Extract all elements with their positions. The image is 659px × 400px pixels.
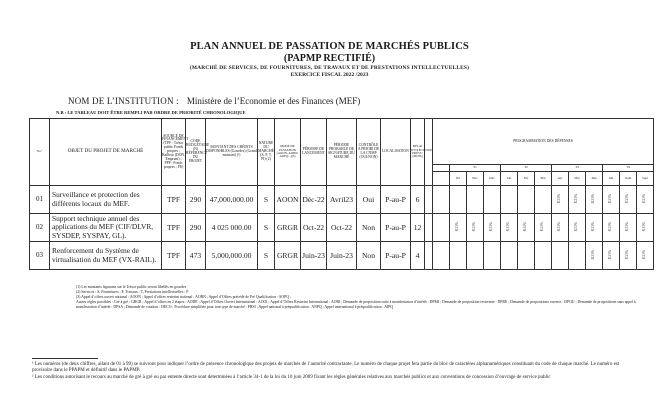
row-delai: 4 — [411, 242, 425, 270]
row-objet: Support technique annuel des applications du MEF (CIF/DLVR, SYSDEP, SYSPAY, GL). — [50, 214, 162, 242]
month-header: Avr — [552, 172, 569, 186]
month-percentage-value: 8.33% — [608, 249, 613, 260]
col-header-no: No.¹ — [30, 119, 50, 186]
row-spacer — [425, 214, 433, 242]
row-localisation: P-au-P — [381, 186, 411, 214]
month-percentage-value: 8.33% — [608, 221, 613, 232]
month-percentage — [603, 214, 620, 242]
month-header: Déc — [484, 172, 501, 186]
month-header: Sept — [637, 172, 654, 186]
row-source: TPF — [162, 242, 186, 270]
month-percentage — [535, 214, 552, 242]
institution-label: NOM DE L’INSTITUTION : — [68, 96, 179, 106]
row-source: TPF — [162, 186, 186, 214]
month-header: Nov — [467, 172, 484, 186]
row-number: 03 — [30, 242, 50, 270]
col-header-signature: PÉRIODE PROBABLE DE SIGNATURE DU MARCHÉ — [327, 119, 357, 186]
fiscal-year: EXERCICE FISCAL 2022 /2023 — [290, 72, 369, 78]
month-percentage-value: 8.33% — [591, 193, 596, 204]
month-percentage-value: 8.33% — [557, 193, 562, 204]
month-header: Mai — [569, 172, 586, 186]
month-percentage-value: 8.33% — [523, 221, 528, 232]
month-percentage-value: 8.33% — [455, 221, 460, 232]
row-nature: S — [258, 186, 275, 214]
month-percentage — [484, 186, 501, 214]
col-header-objet: OBJET DU PROJET DE MARCHÉ — [50, 119, 162, 186]
month-header: Mar — [535, 172, 552, 186]
row-mode: AOON — [275, 186, 301, 214]
month-header: Jan — [501, 172, 518, 186]
month-percentage-value: 8.33% — [642, 221, 647, 232]
month-percentage — [552, 186, 569, 214]
month-percentage — [620, 242, 637, 270]
row-code: 290 — [186, 186, 206, 214]
footnotes — [32, 362, 632, 381]
row-lancement: Déc-22 — [301, 186, 327, 214]
row-controle: Oui — [357, 186, 381, 214]
col-header-montant: MONTANT DES CRÉDITS DISPONIBLES (Gourdes) (Grand montant) (¹) — [206, 119, 258, 186]
row-mode: GRGR — [275, 242, 301, 270]
month-percentage-value: 8.33% — [642, 249, 647, 260]
legend-note: (3) Appel d’offres ouvert national : AOON ; Appel d’offres restreint national : AORN ; Appel d’Offres précédé de Pré Qualification : AOPQ ; — [76, 294, 292, 299]
quarter-t1: T1 — [450, 165, 501, 172]
row-nature: S — [258, 242, 275, 270]
month-percentage — [518, 186, 535, 214]
row-localisation: P-au-P — [381, 242, 411, 270]
month-percentage — [620, 186, 637, 214]
row-montant: 47,000,000.00 — [206, 186, 258, 214]
row-objet: Surveillance et protection des différents locaux du MEF. — [50, 186, 162, 214]
month-percentage — [586, 214, 603, 242]
month-percentage — [552, 214, 569, 242]
month-percentage — [467, 214, 484, 242]
month-percentage — [586, 242, 603, 270]
row-spacer — [433, 214, 450, 242]
row-spacer — [433, 186, 450, 214]
col-header-mode: MODE DE PASSATION (AOON, ADDN, AOPQ...)(3) — [275, 119, 301, 186]
row-signature: Juin-23 — [327, 242, 357, 270]
col-header-programmation: PROGRAMMATION DES DÉPENSES — [433, 119, 654, 165]
month-percentage — [501, 186, 518, 214]
footnote: ² Les conditions autorisant le recours au marché de gré à gré ou par entente directe sont déterminées à l’article 34-1 de la loi du 10 juin 2009 fixant les règles générales relatives aux marchés publics et aux conventions de concession d’ouvrage de service public — [32, 374, 551, 380]
month-percentage — [467, 242, 484, 270]
month-percentage-value: 8.33% — [472, 221, 477, 232]
priority-note: N.B : LE TABLEAU DOIT ÊTRE REMPLI PAR ORDRE DE PRIORITÉ CHRONOLOGIQUE — [56, 110, 246, 115]
month-percentage-value: 8.33% — [608, 193, 613, 204]
month-percentage — [450, 214, 467, 242]
document-title: PLAN ANNUEL DE PASSATION DE MARCHÉS PUBLICS — [190, 41, 469, 52]
legend-note: (1) Les montants figurants sur le Trésor public seront libellés en gourdes — [76, 285, 187, 289]
row-spacer — [425, 242, 433, 270]
month-percentage-value: 8.33% — [489, 221, 494, 232]
col-header-spacer — [425, 119, 433, 186]
row-mode: GRGR — [275, 214, 301, 242]
month-spacer — [433, 172, 450, 186]
month-percentage — [620, 214, 637, 242]
month-percentage — [484, 242, 501, 270]
month-percentage-value: 8.33% — [625, 249, 630, 260]
month-percentage-value: 8.33% — [506, 221, 511, 232]
month-header: Oct — [450, 172, 467, 186]
month-percentage — [467, 186, 484, 214]
row-code: 290 — [186, 214, 206, 242]
month-percentage — [518, 214, 535, 242]
month-percentage — [569, 186, 586, 214]
table-row — [30, 214, 654, 242]
quarter-t2: T2 — [501, 165, 552, 172]
month-percentage-value: 8.33% — [625, 193, 630, 204]
month-percentage — [501, 242, 518, 270]
col-header-lancement: PÉRIODE DE LANCEMENT — [301, 119, 327, 186]
month-percentage — [603, 186, 620, 214]
row-spacer — [425, 186, 433, 214]
month-percentage — [535, 242, 552, 270]
month-percentage — [501, 214, 518, 242]
row-montant: 5,000,000.00 — [206, 242, 258, 270]
month-header: Juin — [586, 172, 603, 186]
row-lancement: Oct-22 — [301, 214, 327, 242]
col-header-source: SOURCE DE FINANCEMENT (TPF : Trésor public Fonds propres ; Bailleur (DON, Emprunt) ; PPP ; Fonds propres ; FE) — [162, 119, 186, 186]
col-header-localisation: LOCALISATION — [381, 119, 411, 186]
legend-note: (2) Services : S, Fournitures : F, Travaux : T, Prestations intellectuelles : P — [76, 289, 189, 294]
month-percentage-value: 8.33% — [557, 221, 562, 232]
row-controle: Non — [357, 214, 381, 242]
month-percentage-value: 8.33% — [574, 193, 579, 204]
row-source: TPF — [162, 214, 186, 242]
row-delai: 12 — [411, 214, 425, 242]
legend-notes — [76, 285, 636, 310]
month-percentage-value: 8.33% — [642, 193, 647, 204]
row-localisation: P-au-P — [381, 214, 411, 242]
row-objet: Renforcement du Système de virtualisation du MEF (VX-RAIL). — [50, 242, 162, 270]
row-controle: Non — [357, 242, 381, 270]
footnote-divider — [32, 358, 98, 359]
quarter-t4: T4 — [603, 165, 654, 172]
col-header-controle: CONTRÔLE A PRIORI DE LA CNMP (OUI/NON) — [357, 119, 381, 186]
month-percentage-value: 8.33% — [591, 249, 596, 260]
row-signature: Oct-22 — [327, 214, 357, 242]
table-row — [30, 186, 654, 214]
month-percentage — [637, 242, 654, 270]
row-nature: S — [258, 214, 275, 242]
quarter-t3: T3 — [552, 165, 603, 172]
month-percentage — [484, 214, 501, 242]
document-scope: (MARCHÉ DE SERVICES, DE FOURNITURES, DE TRAVAUX ET DE PRESTATIONS INTELLECTUELLES) — [189, 65, 470, 71]
month-percentage — [637, 186, 654, 214]
row-code: 473 — [186, 242, 206, 270]
month-percentage-value: 8.33% — [540, 221, 545, 232]
legend-note: Autres règles possibles : Gré à gré : GRGR ; Appel d’offres en 2 étapes : AODE ; Appel d’Offres Ouvert International : AOOI ; Appel d’Offres Restreint International : AORI ; Demande de proposition suite à manifestation d’intérêt : DPMI ; Demande de proposition restreinte : DPRE ; Demande de propositions ouverte : DPOU ; Demande de propositions sans appel à manifestation d’intérêt : DPSA ; Demande de cotation : DECO ; Procédure simplifiée pour tout type de marché : PRSI ; Appel national à préqualification : ANPQ ; Appel international à préqualification : AIPQ — [76, 299, 636, 309]
institution-name: Ministère de l’Economie et des Finances (MEF) — [186, 96, 361, 106]
month-percentage — [569, 214, 586, 242]
table-row — [30, 242, 654, 270]
row-number: 01 — [30, 186, 50, 214]
month-percentage-value: 8.33% — [574, 221, 579, 232]
month-percentage — [535, 186, 552, 214]
row-spacer — [433, 242, 450, 270]
month-percentage — [637, 214, 654, 242]
row-lancement: Juin-23 — [301, 242, 327, 270]
row-signature: Avril23 — [327, 186, 357, 214]
month-percentage — [450, 186, 467, 214]
procurement-table — [29, 118, 654, 270]
footnote: ¹ Les numéros (de deux chiffres, allant de 01 à 99) se suivront pour indiquer l’ordre de présence chronologique des projets de marchés de l’autorité contractante. Le numéro de chaque projet fera partie du bloc de caractères alphanumériques constituant du code de chaque marché. Le numéro est provisoire dans le PPAPM et définitif dans le PAPMP. — [32, 362, 620, 374]
row-montant: 4 025 000.00 — [206, 214, 258, 242]
quarter-spacer — [433, 165, 450, 172]
month-header: Août — [620, 172, 637, 186]
col-header-delai: DÉLAI D’EXÉCUTION PRÉVU (MOIS) — [411, 119, 425, 186]
row-delai: 6 — [411, 186, 425, 214]
month-percentage — [450, 242, 467, 270]
month-percentage-value: 8.33% — [591, 221, 596, 232]
month-percentage — [586, 186, 603, 214]
institution-line — [68, 96, 360, 106]
month-percentage — [603, 242, 620, 270]
month-header: Fév — [518, 172, 535, 186]
month-percentage — [569, 242, 586, 270]
row-number: 02 — [30, 214, 50, 242]
col-header-nature: NATURE DU MARCHÉ (S, F, T, PI) (2) — [258, 119, 275, 186]
month-header: Juil — [603, 172, 620, 186]
document-subtitle: (PAPMP RECTIFIÉ) — [283, 53, 376, 64]
month-percentage-value: 8.33% — [625, 221, 630, 232]
month-percentage — [552, 242, 569, 270]
col-header-code: CODE BUDGÉTAIRE (N) RÉFÉRENCE DU PROJET — [186, 119, 206, 186]
month-percentage — [518, 242, 535, 270]
